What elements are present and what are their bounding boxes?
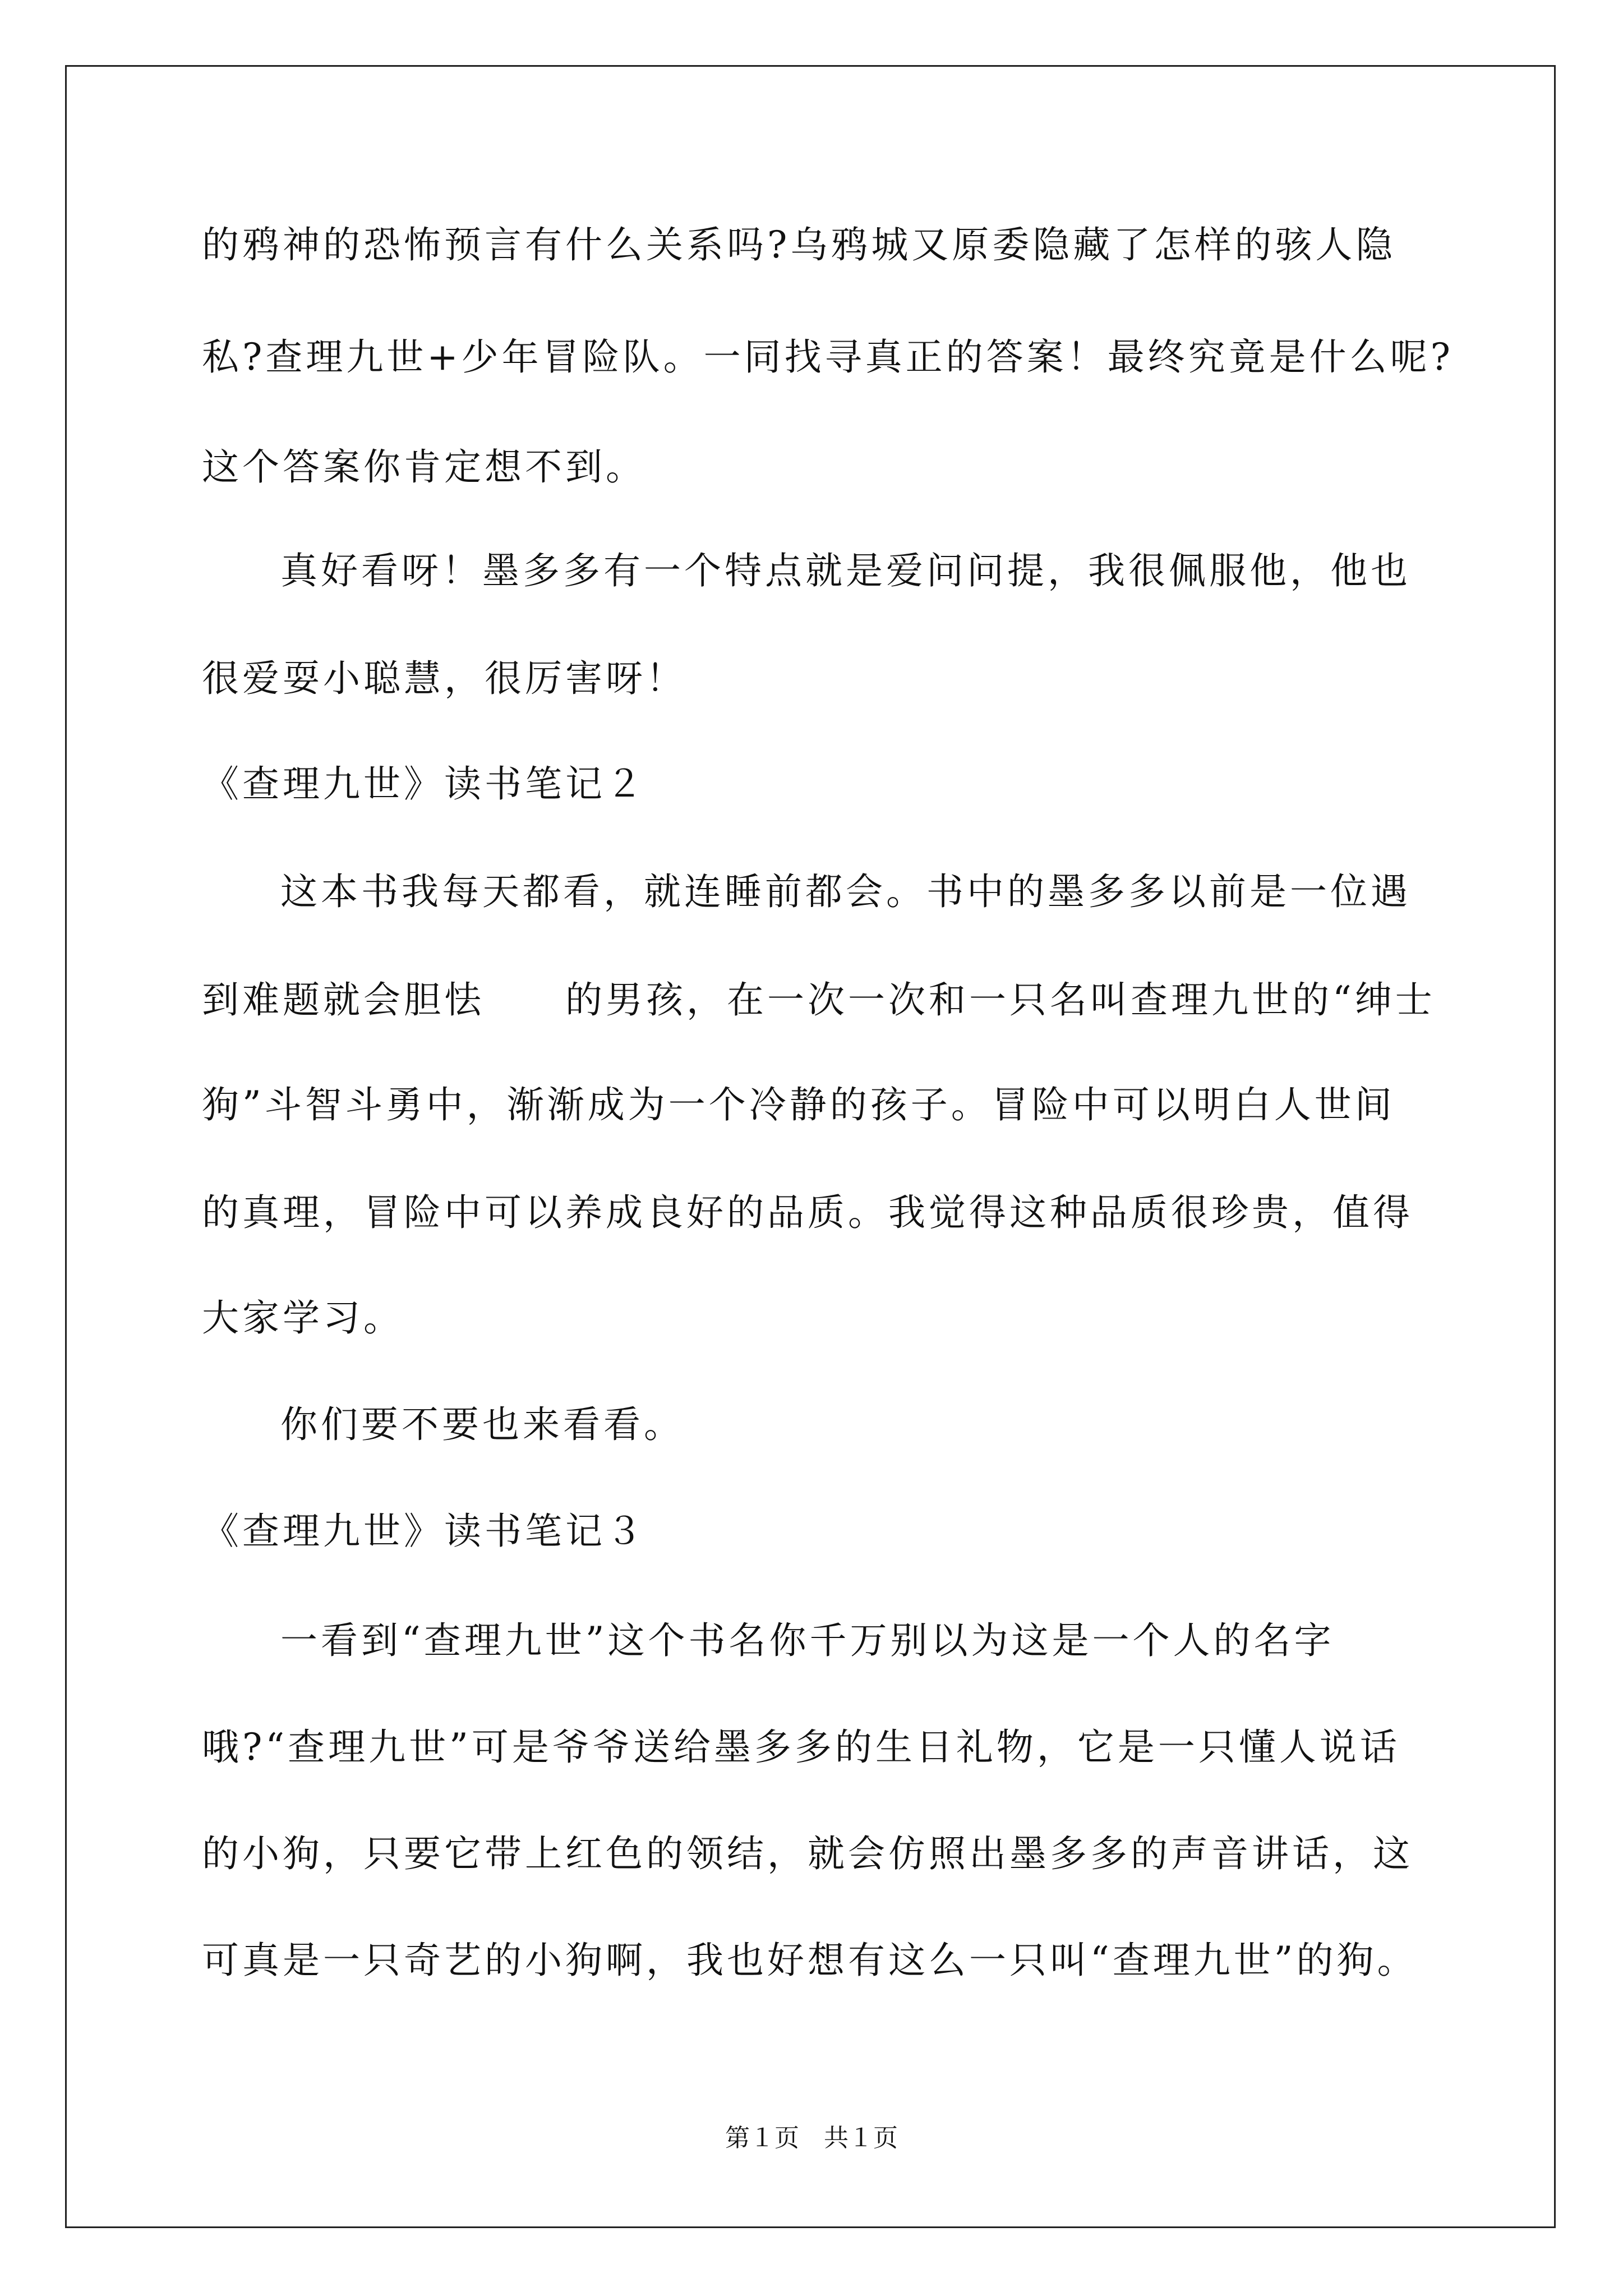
page-number-footer: 第１页 共１页 bbox=[725, 2124, 898, 2152]
body-text-line: 这个答案你肯定想不到。 bbox=[202, 445, 646, 489]
body-text-line: 你们要不要也来看看。 bbox=[280, 1403, 684, 1446]
body-text-line: 哦?“查理九世”可是爷爷送给墨多多的生日礼物，它是一只懂人说话 bbox=[202, 1726, 1400, 1769]
body-text-line: 这本书我每天都看，就连睡前都会。书中的墨多多以前是一位遇 bbox=[280, 870, 1411, 913]
body-text-line: 大家学习。 bbox=[202, 1296, 404, 1340]
body-text-line: 到难题就会胆怯 的男孩，在一次一次和一只名叫查理九世的“绅士 bbox=[202, 978, 1436, 1022]
body-text-line: 很爱耍小聪慧，很厉害呀！ bbox=[202, 657, 686, 700]
page-border bbox=[65, 65, 1556, 2228]
section-heading: 《查理九世》读书笔记３ bbox=[202, 1510, 646, 1553]
body-text-line: 一看到“查理九世”这个书名你千万别以为这是一个人的名字 bbox=[280, 1619, 1335, 1662]
body-text-line: 的小狗，只要它带上红色的领结，就会仿照出墨多多的声音讲话，这 bbox=[202, 1832, 1413, 1875]
body-text-line: 的鸦神的恐怖预言有什么关系吗?乌鸦城又原委隐藏了怎样的骇人隐 bbox=[202, 223, 1396, 266]
section-heading: 《查理九世》读书笔记２ bbox=[202, 762, 646, 806]
body-text-line: 狗”斗智斗勇中，渐渐成为一个冷静的孩子。冒险中可以明白人世间 bbox=[202, 1083, 1395, 1126]
body-text-line: 的真理，冒险中可以养成良好的品质。我觉得这种品质很珍贵，值得 bbox=[202, 1191, 1413, 1234]
body-text-line: 私?查理九世+少年冒险队。一同找寻真正的答案！最终究竟是什么呢? bbox=[202, 335, 1454, 379]
body-text-line: 真好看呀！墨多多有一个特点就是爱问问提，我很佩服他，他也 bbox=[280, 549, 1411, 592]
body-text-line: 可真是一只奇艺的小狗啊，我也好想有这么一只叫“查理九世”的狗。 bbox=[202, 1939, 1418, 1982]
